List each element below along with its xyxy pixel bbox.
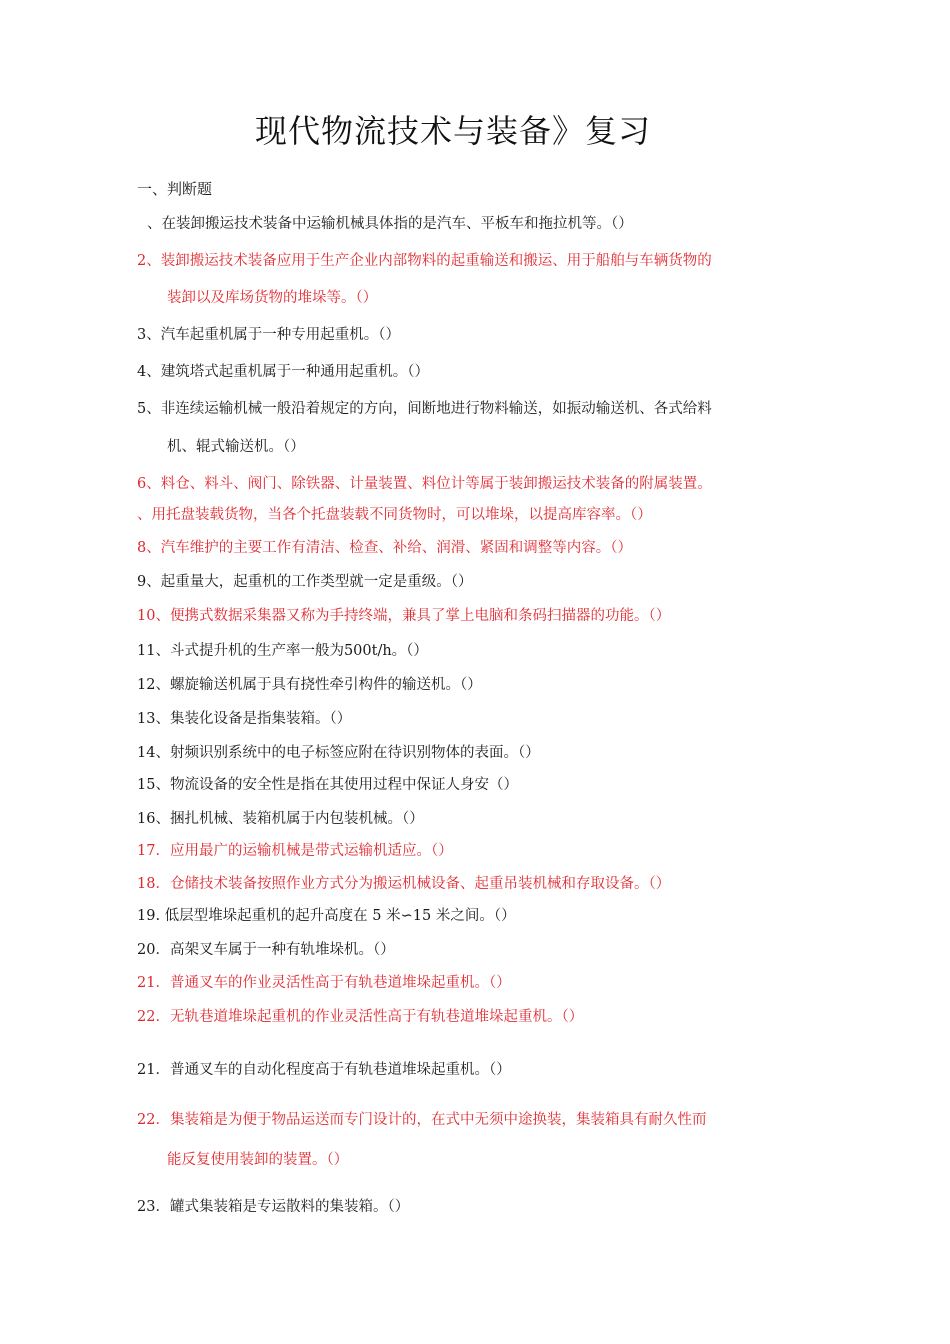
question-line: 2、装卸搬运技术装备应用于生产企业内部物料的起重输送和搬运、用于船舶与车辆货物的 [137, 253, 712, 269]
question-line: 3、汽车起重机属于一种专用起重机。（） [137, 327, 400, 343]
question-line: 装卸以及库场货物的堆垛等。（） [167, 290, 378, 306]
question-line: 19. 低层型堆垛起重机的起升高度在 5 米∽15 米之间。（） [137, 908, 516, 924]
question-line: 5、非连续运输机械一般沿着规定的方向，间断地进行物料输送，如振动输送机、各式给料 [137, 401, 712, 417]
question-line: 13、集装化设备是指集装箱。（） [137, 711, 352, 727]
question-line: 21．普通叉车的自动化程度高于有轨巷道堆垛起重机。（） [137, 1062, 511, 1078]
question-line: 17．应用最广的运输机械是带式运输机适应。（） [137, 843, 453, 859]
section-heading: 一、判断题 [137, 180, 213, 198]
question-line: 15、物流设备的安全性是指在其使用过程中保证人身安（） [137, 777, 518, 793]
question-line: 14、射频识别系统中的电子标签应附在待识别物体的表面。（） [137, 745, 540, 761]
question-line: 23．罐式集装箱是专运散料的集装箱。（） [137, 1199, 410, 1215]
question-line: 12、螺旋输送机属于具有挠性牵引构件的输送机。（） [137, 677, 482, 693]
question-line: 22．集装箱是为便于物品运送而专门设计的，在式中无须中途换装，集装箱具有耐久性而 [137, 1112, 707, 1128]
page-title: 现代物流技术与装备》复习 [254, 112, 651, 150]
question-line: 21．普通叉车的作业灵活性高于有轨巷道堆垛起重机。（） [137, 975, 511, 991]
question-line: 4、建筑塔式起重机属于一种通用起重机。（） [137, 364, 429, 380]
question-line: 16、捆扎机械、装箱机属于内包装机械。（） [137, 811, 424, 827]
question-line: 8、汽车维护的主要工作有清洁、检查、补给、润滑、紧固和调整等内容。（） [137, 540, 632, 556]
question-line: 9、起重量大，起重机的工作类型就一定是重级。（） [137, 574, 473, 590]
question-line: 10、便携式数据采集器又称为手持终端，兼具了掌上电脑和条码扫描器的功能。（） [137, 608, 671, 624]
question-line: 机、辊式输送机。（） [167, 439, 305, 455]
question-line: 、用托盘装载货物，当各个托盘装载不同货物时，可以堆垛，以提高库容率。（） [137, 507, 652, 523]
question-line: 能反复使用装卸的装置。（） [167, 1152, 349, 1168]
question-line: 18．仓储技术装备按照作业方式分为搬运机械设备、起重吊装机械和存取设备。（） [137, 876, 671, 892]
question-line: 20．高架叉车属于一种有轨堆垛机。（） [137, 942, 395, 958]
question-line: 、在装卸搬运技术装备中运输机械具体指的是汽车、平板车和拖拉机等。（） [147, 216, 633, 232]
question-line: 11、斗式提升机的生产率一般为500t/h。（） [137, 643, 428, 659]
question-line: 22．无轨巷道堆垛起重机的作业灵活性高于有轨巷道堆垛起重机。（） [137, 1009, 584, 1025]
question-line: 6、料仓、料斗、阀门、除铁器、计量装置、料位计等属于装卸搬运技术装备的附属装置。 [137, 476, 712, 492]
